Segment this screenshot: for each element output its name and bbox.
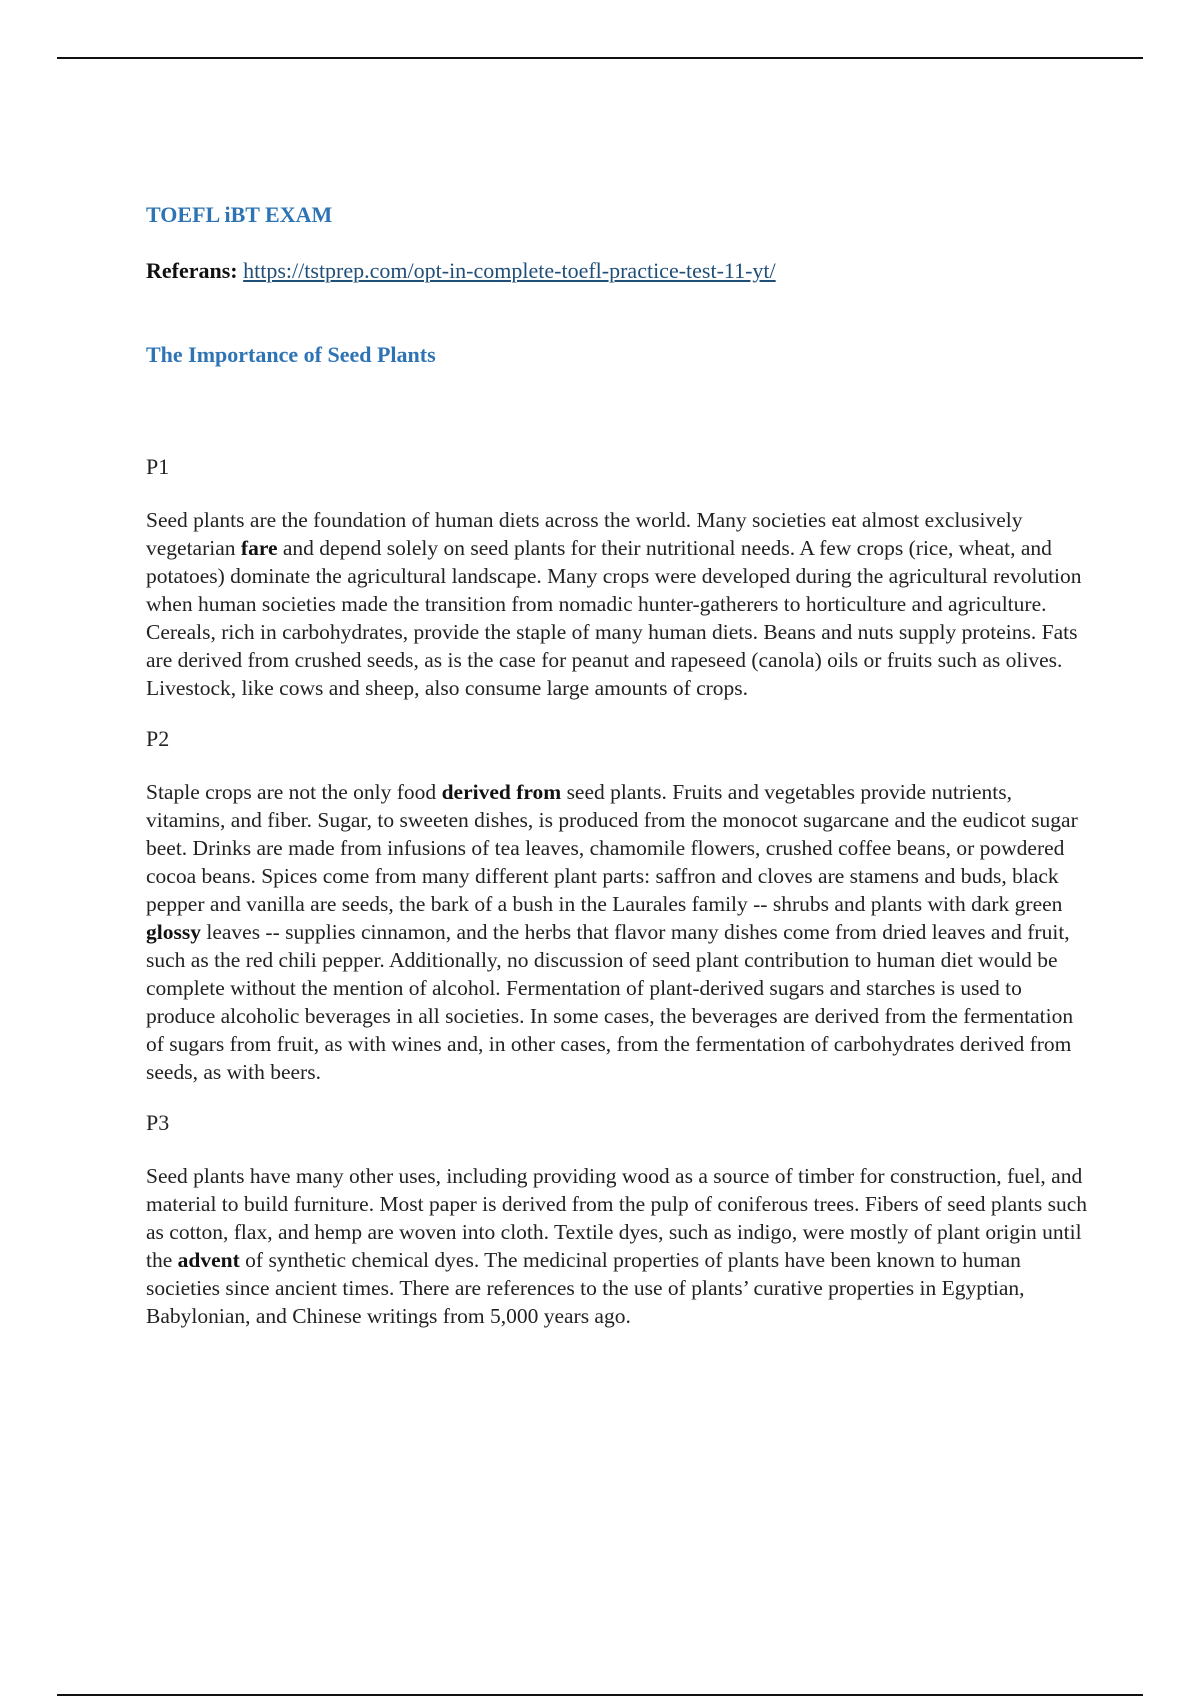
reference-link[interactable]: https://tstprep.com/opt-in-complete-toefl-practice-test-11-yt/	[243, 258, 776, 283]
reference-line	[146, 254, 1096, 288]
reference-label: Referans:	[146, 258, 238, 283]
document-body	[146, 198, 1096, 1330]
paragraph-p3	[146, 1162, 1096, 1330]
paragraph-p2	[146, 778, 1096, 1086]
paragraph-label-p1: P1	[146, 454, 170, 479]
paragraph-text: seed plants. Fruits and vegetables provide nutrients, vitamins, and fiber. Sugar, to sweeten dishes, is produced from the monocot sugarcane and the eudicot sugar beet. Drinks are made from infusions of tea leaves, chamomile flowers, crushed coffee beans, or powdered cocoa beans. Spices come from many different plant parts: saffron and cloves are stamens and buds, black pepper and vanilla are seeds, the bark of a bush in the Laurales family -- shrubs and plants with dark green	[146, 780, 1078, 916]
highlighted-word: derived from	[441, 780, 562, 804]
paragraph-text: leaves -- supplies cinnamon, and the herbs that flavor many dishes come from dried leaves and fruit, such as the red chili pepper. Additionally, no discussion of seed plant contribution to human diet would be complete without the mention of alcohol. Fermentation of plant-derived sugars and starches is used to produce alcoholic beverages in all societies. In some cases, the beverages are derived from the fermentation of sugars from fruit, as with wines and, in other cases, from the fermentation of carbohydrates derived from seeds, as with beers.	[146, 920, 1074, 1084]
paragraph-p1	[146, 506, 1096, 702]
paragraph-text: Staple crops are not the only food	[146, 780, 442, 804]
highlighted-word: glossy	[146, 920, 201, 944]
highlighted-word: advent	[177, 1248, 240, 1272]
paragraph-text: and depend solely on seed plants for their nutritional needs. A few crops (rice, wheat, and potatoes) dominate the agricultural landscape. Many crops were developed during the agricultural revolution when human societies made the transition from nomadic hunter-gatherers to horticulture and agriculture. Cereals, rich in carbohydrates, provide the staple of many human diets. Beans and nuts supply proteins. Fats are derived from crushed seeds, as is the case for peanut and rapeseed (canola) oils or fruits such as olives. Livestock, like cows and sheep, also consume large amounts of crops.	[146, 536, 1082, 700]
highlighted-word: fare	[240, 536, 278, 560]
exam-title: TOEFL iBT EXAM	[146, 202, 333, 227]
bottom-rule	[57, 1694, 1143, 1696]
top-rule	[57, 57, 1143, 59]
paragraph-text: Seed plants are the foundation of human diets across the world. Many societies eat almost exclusively vegetarian	[146, 508, 1023, 560]
paragraph-label-p2: P2	[146, 726, 170, 751]
paragraph-text: Seed plants have many other uses, including providing wood as a source of timber for construction, fuel, and material to build furniture. Most paper is derived from the pulp of coniferous trees. Fibers of seed plants such as cotton, flax, and hemp are woven into cloth. Textile dyes, such as indigo, were mostly of plant origin until the	[146, 1164, 1087, 1272]
paragraph-label-p3: P3	[146, 1110, 170, 1135]
paragraph-text: of synthetic chemical dyes. The medicinal properties of plants have been known to human societies since ancient times. There are references to the use of plants’ curative properties in Egyptian, Babylonian, and Chinese writings from 5,000 years ago.	[146, 1248, 1025, 1328]
article-title: The Importance of Seed Plants	[146, 342, 436, 367]
